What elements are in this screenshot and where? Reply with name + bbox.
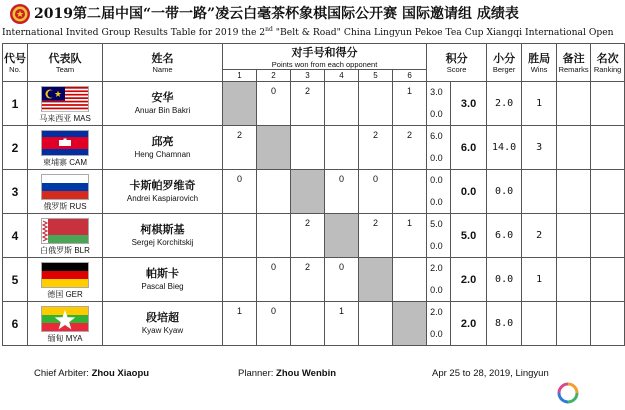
game-points: 0	[338, 174, 344, 184]
team-label: 白俄罗斯 BLR	[40, 245, 90, 255]
team-cell	[28, 214, 103, 258]
player-row	[3, 302, 625, 346]
game-cell	[359, 126, 393, 170]
page-subtitle: International Invited Group Results Table for 2019 the 2nd "Belt & Road" China Lingyun Pekoe Tea Cup Xiangqi International Open	[2, 26, 614, 39]
player-name-en: Anuar Bin Bakri	[134, 106, 191, 115]
score-top: 2.0	[430, 263, 443, 273]
myanmar-flag-icon	[41, 306, 89, 332]
team-cell	[28, 258, 103, 302]
ranking-cell	[591, 170, 625, 214]
berger-score: 0.0	[487, 170, 522, 214]
emblem-icon	[9, 3, 31, 25]
score-top: 6.0	[430, 131, 443, 141]
game-cell	[223, 258, 257, 302]
game-cell	[223, 214, 257, 258]
score-breakdown	[427, 302, 451, 346]
game-cell	[325, 302, 359, 346]
remarks-cell	[557, 302, 591, 346]
russia-flag-icon	[41, 174, 89, 200]
game-cell	[325, 258, 359, 302]
score-total: 5.0	[451, 214, 487, 258]
chief-arbiter: Chief Arbiter: Zhou Xiaopu	[34, 368, 150, 379]
ranking-cell	[591, 214, 625, 258]
game-points: 1	[236, 306, 242, 316]
self-game-cell	[393, 302, 427, 346]
game-cell	[223, 170, 257, 214]
game-points: 0	[338, 262, 344, 272]
team-cell	[28, 82, 103, 126]
game-points: 0	[372, 174, 378, 184]
game-cell	[393, 258, 427, 302]
player-name-cell	[103, 258, 223, 302]
score-total: 0.0	[451, 170, 487, 214]
berger-score: 14.0	[487, 126, 522, 170]
player-row	[3, 82, 625, 126]
game-cell	[359, 82, 393, 126]
player-name-cn: 安华	[151, 91, 174, 104]
remarks-cell	[557, 82, 591, 126]
player-no: 1	[3, 82, 28, 126]
player-row	[3, 126, 625, 170]
game-points: 2	[304, 218, 310, 228]
game-points: 2	[407, 130, 413, 140]
game-cell	[223, 126, 257, 170]
game-points: 0	[270, 86, 276, 96]
player-name-cell	[103, 82, 223, 126]
game-points: 0	[270, 306, 276, 316]
wins-count	[522, 302, 557, 346]
opponent-col: 6	[393, 70, 427, 82]
remarks-cell	[557, 170, 591, 214]
game-cell	[393, 214, 427, 258]
germany-flag-icon	[41, 262, 89, 288]
team-cell	[28, 302, 103, 346]
game-points: 0	[270, 262, 276, 272]
game-cell	[257, 82, 291, 126]
player-no: 2	[3, 126, 28, 170]
game-points: 2	[304, 262, 310, 272]
player-no: 4	[3, 214, 28, 258]
game-cell	[223, 302, 257, 346]
player-no: 5	[3, 258, 28, 302]
event-dates: Apr 25 to 28, 2019, Lingyun	[432, 368, 549, 379]
ranking-cell	[591, 82, 625, 126]
remarks-cell	[557, 126, 591, 170]
belarus-flag-icon	[41, 218, 89, 244]
remarks-cell	[557, 214, 591, 258]
col-no: 代号 No.	[3, 44, 28, 82]
opponent-col: 3	[291, 70, 325, 82]
opponent-col: 2	[257, 70, 291, 82]
game-points: 2	[372, 130, 378, 140]
opponent-col: 4	[325, 70, 359, 82]
score-top: 2.0	[430, 307, 443, 317]
game-cell	[291, 126, 325, 170]
col-wins: 胜局 Wins	[522, 44, 557, 82]
player-name-en: Kyaw Kyaw	[141, 326, 184, 335]
player-name-cn: 段培超	[146, 311, 179, 324]
berger-score: 8.0	[487, 302, 522, 346]
team-label: 俄罗斯 RUS	[43, 201, 87, 211]
team-cell	[28, 170, 103, 214]
game-points: 0	[236, 174, 242, 184]
score-top: 3.0	[430, 87, 443, 97]
self-game-cell	[359, 258, 393, 302]
ranking-cell	[591, 126, 625, 170]
game-cell	[359, 170, 393, 214]
game-cell	[359, 302, 393, 346]
col-team: 代表队 Team	[28, 44, 103, 82]
score-bottom: 0.0	[430, 109, 443, 119]
game-cell	[325, 82, 359, 126]
game-cell	[325, 170, 359, 214]
col-remarks: 备注 Remarks	[557, 44, 591, 82]
self-game-cell	[325, 214, 359, 258]
cambodia-flag-icon	[41, 130, 89, 156]
wins-count: 1	[522, 258, 557, 302]
team-label: 缅甸 MYA	[47, 333, 83, 343]
team-label: 柬埔寨 CAM	[43, 157, 87, 167]
game-cell	[291, 302, 325, 346]
col-points: 对手号和得分 Points won from each opponent	[223, 44, 427, 70]
score-bottom: 0.0	[430, 197, 443, 207]
game-cell	[291, 82, 325, 126]
player-row	[3, 258, 625, 302]
player-row	[3, 170, 625, 214]
score-bottom: 0.0	[430, 329, 443, 339]
player-name-cn: 柯棋斯基	[140, 223, 185, 236]
game-cell	[257, 258, 291, 302]
player-name-cn: 帕斯卡	[146, 267, 179, 280]
opponent-col: 5	[359, 70, 393, 82]
remarks-cell	[557, 258, 591, 302]
berger-score: 2.0	[487, 82, 522, 126]
berger-score: 0.0	[487, 258, 522, 302]
game-points: 1	[407, 218, 413, 228]
player-name-cell	[103, 170, 223, 214]
col-berger: 小分 Berger	[487, 44, 522, 82]
game-points: 1	[407, 86, 413, 96]
player-no: 3	[3, 170, 28, 214]
player-name-en: Pascal Bieg	[141, 282, 184, 291]
score-top: 0.0	[430, 175, 443, 185]
col-score: 积分 Score	[427, 44, 487, 82]
self-game-cell	[257, 126, 291, 170]
game-cell	[257, 170, 291, 214]
self-game-cell	[223, 82, 257, 126]
score-total: 2.0	[451, 258, 487, 302]
player-name-cell	[103, 126, 223, 170]
score-total: 3.0	[451, 82, 487, 126]
score-bottom: 0.0	[430, 153, 443, 163]
game-cell	[393, 126, 427, 170]
wins-count	[522, 170, 557, 214]
score-breakdown	[427, 82, 451, 126]
player-name-cell	[103, 214, 223, 258]
player-name-cn: 卡斯帕罗维奇	[129, 179, 196, 192]
berger-score: 6.0	[487, 214, 522, 258]
game-cell	[257, 214, 291, 258]
team-label: 德国 GER	[47, 289, 83, 299]
game-cell	[393, 170, 427, 214]
score-breakdown	[427, 214, 451, 258]
results-table	[2, 43, 625, 346]
game-cell	[257, 302, 291, 346]
score-breakdown	[427, 126, 451, 170]
game-cell	[393, 82, 427, 126]
game-cell	[291, 214, 325, 258]
team-cell	[28, 126, 103, 170]
score-bottom: 0.0	[430, 241, 443, 251]
player-name-en: Sergej Korchitskij	[131, 238, 194, 247]
col-name: 姓名 Name	[103, 44, 223, 82]
col-ranking: 名次 Ranking	[591, 44, 625, 82]
game-cell	[325, 126, 359, 170]
wins-count: 3	[522, 126, 557, 170]
score-top: 5.0	[430, 219, 443, 229]
team-label: 马来西亚 MAS	[39, 113, 91, 123]
game-cell	[291, 258, 325, 302]
opponent-col: 1	[223, 70, 257, 82]
player-name-en: Heng Chamnan	[134, 150, 191, 159]
player-name-cell	[103, 302, 223, 346]
self-game-cell	[291, 170, 325, 214]
ranking-cell	[591, 302, 625, 346]
score-breakdown	[427, 170, 451, 214]
score-breakdown	[427, 258, 451, 302]
game-points: 1	[338, 306, 344, 316]
watermark-logo-icon	[557, 382, 579, 404]
player-name-cn: 邱亮	[151, 135, 174, 148]
ranking-cell	[591, 258, 625, 302]
game-points: 2	[236, 130, 242, 140]
malaysia-flag-icon	[41, 86, 89, 112]
score-bottom: 0.0	[430, 285, 443, 295]
game-points: 2	[304, 86, 310, 96]
planner: Planner: Zhou Wenbin	[238, 368, 337, 379]
game-points: 2	[372, 218, 378, 228]
wins-count: 1	[522, 82, 557, 126]
wins-count: 2	[522, 214, 557, 258]
game-cell	[359, 214, 393, 258]
score-total: 2.0	[451, 302, 487, 346]
page-title: 2019第二届中国“一带一路”凌云白毫茶杯象棋国际公开赛 国际邀请组 成绩表	[34, 6, 519, 22]
player-name-en: Andrei Kaspiarovich	[126, 194, 199, 203]
header-row	[3, 44, 625, 70]
player-row	[3, 214, 625, 258]
player-no: 6	[3, 302, 28, 346]
score-total: 6.0	[451, 126, 487, 170]
